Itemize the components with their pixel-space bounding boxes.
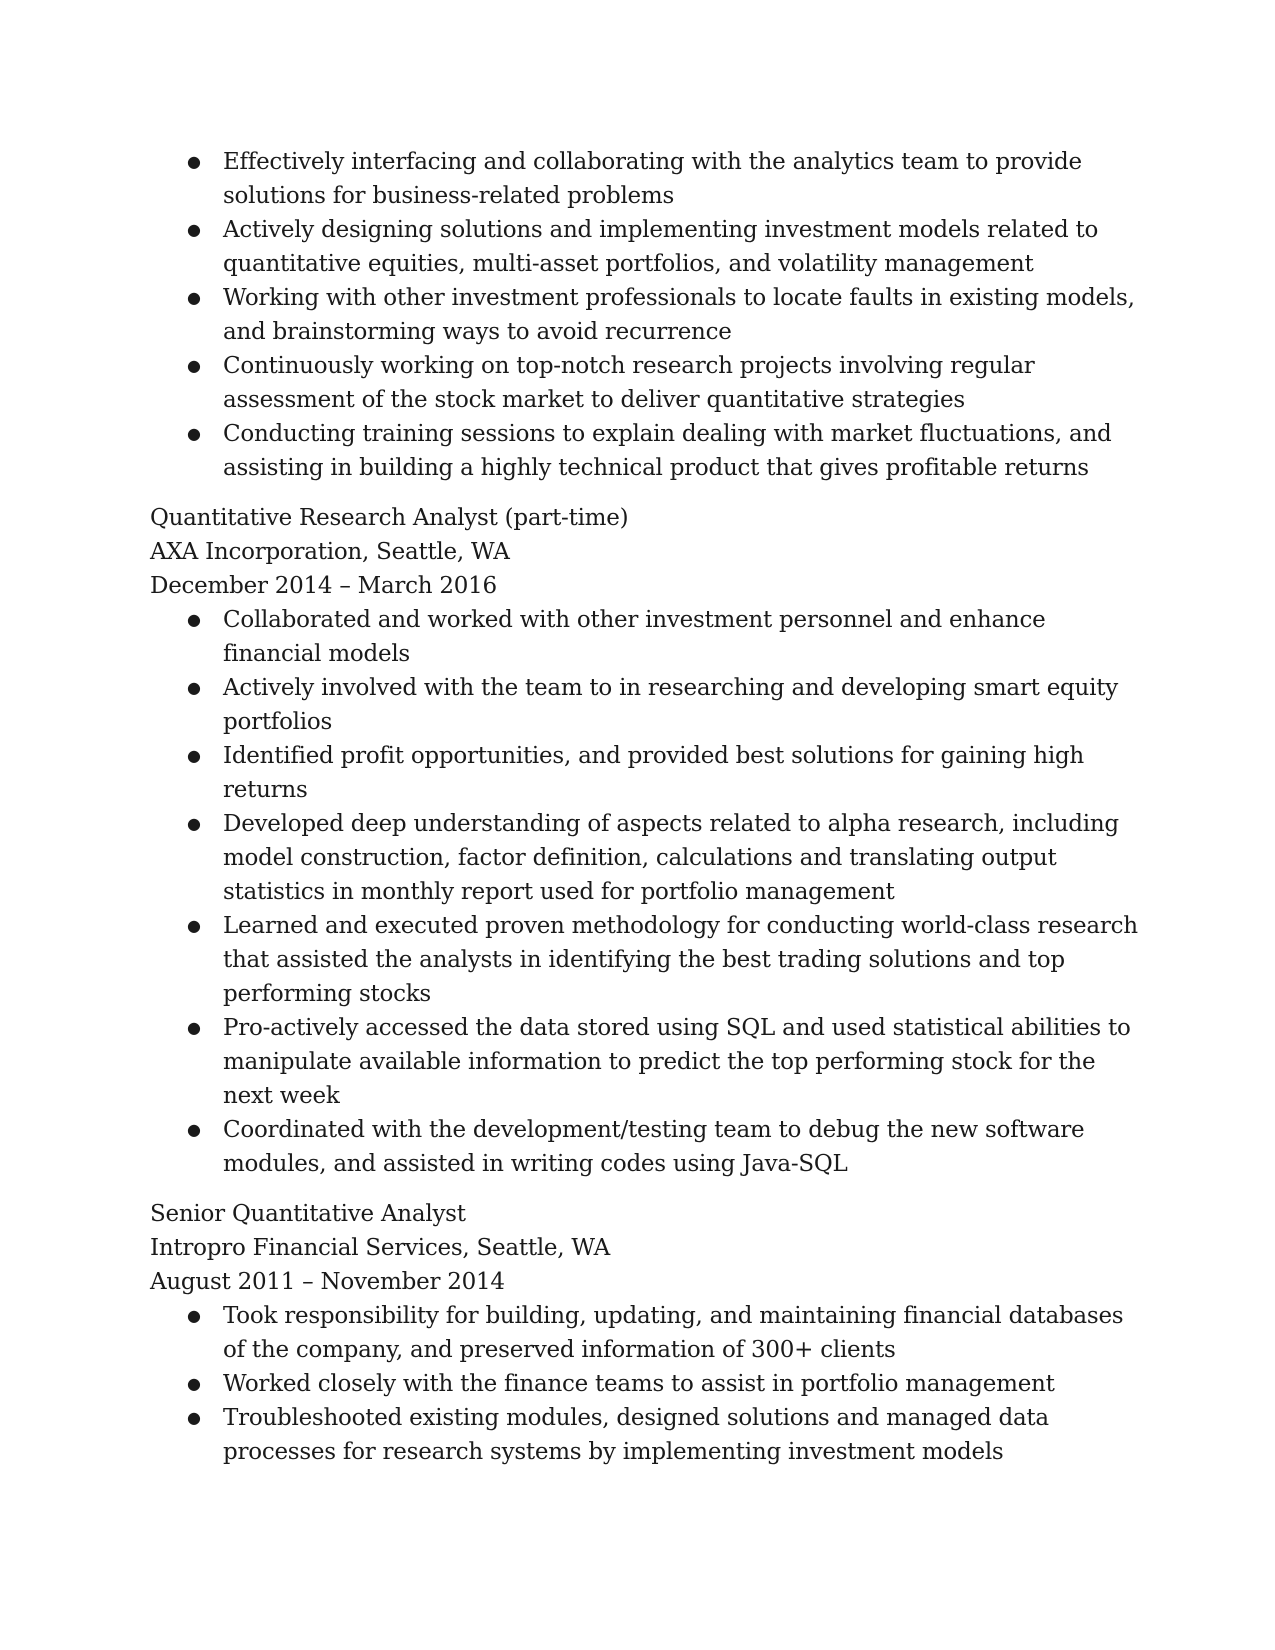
bullet-item: ● Pro-actively accessed the data stored using SQL and used statistical abilities to manipulate available information to predict the top performing stock for the next week <box>223 1011 1140 1113</box>
bullet-item: ● Actively involved with the team to in researching and developing smart equity portfolios <box>223 671 1140 739</box>
job-company: Intropro Financial Services, Seattle, WA <box>150 1235 611 1261</box>
job-company: AXA Incorporation, Seattle, WA <box>150 539 510 565</box>
bullet-item: ● Took responsibility for building, updating, and maintaining financial databases of the company, and preserved information of 300+ clients <box>223 1299 1140 1367</box>
bullet-item: ● Collaborated and worked with other investment personnel and enhance financial models <box>223 603 1140 671</box>
bullet-item: ● Conducting training sessions to explain dealing with market fluctuations, and assisting in building a highly technical product that gives profitable returns <box>223 417 1140 485</box>
bullet-item: ● Effectively interfacing and collaborating with the analytics team to provide solutions for business-related problems <box>223 145 1140 213</box>
job-title: Senior Quantitative Analyst <box>150 1201 466 1227</box>
bullet-item: ● Identified profit opportunities, and provided best solutions for gaining high returns <box>223 739 1140 807</box>
job-dates: August 2011 – November 2014 <box>150 1269 505 1295</box>
bullet-item: ● Troubleshooted existing modules, designed solutions and managed data processes for research systems by implementing investment models <box>223 1401 1140 1469</box>
intro-bullet-list <box>150 145 1140 485</box>
job-bullet-list <box>150 603 1140 1181</box>
resume-content <box>150 145 1140 1469</box>
job-dates: December 2014 – March 2016 <box>150 573 497 599</box>
bullet-item: ● Learned and executed proven methodology for conducting world-class research that assisted the analysts in identifying the best trading solutions and top performing stocks <box>223 909 1140 1011</box>
job-entry-intropro <box>150 1197 1140 1469</box>
job-entry-axa <box>150 501 1140 1181</box>
job-bullet-list <box>150 1299 1140 1469</box>
bullet-item: ● Coordinated with the development/testing team to debug the new software modules, and assisted in writing codes using Java-SQL <box>223 1113 1140 1181</box>
job-title: Quantitative Research Analyst (part-time) <box>150 505 629 531</box>
bullet-item: ● Working with other investment professionals to locate faults in existing models, and brainstorming ways to avoid recurrence <box>223 281 1140 349</box>
bullet-item: ● Developed deep understanding of aspects related to alpha research, including model construction, factor definition, calculations and translating output statistics in monthly report used for portfolio management <box>223 807 1140 909</box>
bullet-item: ● Worked closely with the finance teams to assist in portfolio management <box>223 1367 1140 1401</box>
bullet-item: ● Continuously working on top-notch research projects involving regular assessment of the stock market to deliver quantitative strategies <box>223 349 1140 417</box>
bullet-item: ● Actively designing solutions and implementing investment models related to quantitative equities, multi-asset portfolios, and volatility management <box>223 213 1140 281</box>
